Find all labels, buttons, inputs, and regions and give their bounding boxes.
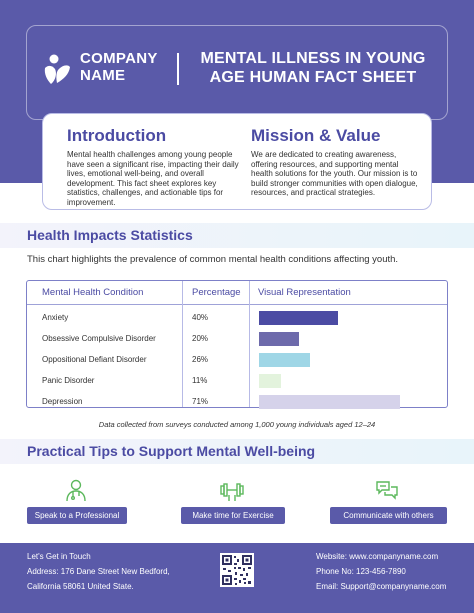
- document-title: [188, 49, 438, 87]
- condition-cell: Panic Disorder: [42, 376, 95, 385]
- tips-heading: Practical Tips to Support Mental Well-being: [27, 443, 316, 459]
- company-logo-icon: [42, 52, 72, 86]
- column-header-condition: Mental Health Condition: [42, 287, 144, 298]
- mission-heading: Mission & Value: [251, 126, 381, 145]
- speak-to-professional-button[interactable]: Speak to a Professional: [27, 507, 127, 524]
- communicate-with-others-button[interactable]: Communicate with others: [330, 507, 447, 524]
- stats-heading: Health Impacts Statistics: [27, 227, 193, 243]
- footer-contact: [27, 549, 170, 594]
- stats-caption: Data collected from surveys conducted among 1,000 young individuals aged 12–24: [98, 420, 376, 429]
- percentage-cell: 26%: [192, 355, 209, 364]
- table-row: [27, 350, 447, 371]
- percentage-bar: [259, 353, 310, 367]
- table-row: [27, 371, 447, 392]
- company-name-line2: NAME: [80, 67, 126, 84]
- phone-number[interactable]: Phone No: 123-456-7890: [316, 567, 406, 576]
- make-time-for-exercise-button[interactable]: Make time for Exercise: [181, 507, 285, 524]
- table-header: [27, 281, 447, 305]
- email-link[interactable]: Email: Support@companyname.com: [316, 582, 447, 591]
- percentage-bar: [259, 374, 281, 388]
- condition-cell: Obsessive Compulsive Disorder: [42, 334, 156, 343]
- introduction-heading: Introduction: [67, 126, 167, 145]
- document-title-line2: AGE HUMAN FACT SHEET: [209, 69, 417, 86]
- stats-description: This chart highlights the prevalence of common mental health conditions affecting youth.: [27, 254, 399, 265]
- table-row: [27, 392, 447, 413]
- column-header-percentage: Percentage: [192, 287, 241, 298]
- company-name: [80, 50, 158, 84]
- header-divider: [177, 53, 179, 85]
- percentage-bar: [259, 395, 400, 409]
- condition-cell: Depression: [42, 397, 83, 406]
- percentage-cell: 11%: [192, 376, 208, 385]
- percentage-bar: [259, 332, 299, 346]
- qr-code: [220, 553, 254, 587]
- table-row: [27, 308, 447, 329]
- table-row: [27, 329, 447, 350]
- document-title-line1: MENTAL ILLNESS IN YOUNG: [200, 50, 426, 67]
- percentage-cell: 71%: [192, 397, 209, 406]
- percentage-cell: 20%: [192, 334, 209, 343]
- contact-heading: Let's Get in Touch: [27, 552, 91, 561]
- column-header-visual: Visual Representation: [258, 287, 351, 298]
- company-name-line1: COMPANY: [80, 50, 158, 67]
- stats-table: [26, 280, 448, 408]
- footer-links: [316, 549, 446, 594]
- percentage-bar: [259, 311, 338, 325]
- address-line1: Address: 176 Dane Street New Bedford,: [27, 567, 170, 576]
- condition-cell: Anxiety: [42, 313, 69, 322]
- condition-cell: Oppositional Defiant Disorder: [42, 355, 147, 364]
- chat-bubbles-icon: [374, 477, 400, 503]
- mission-text: We are dedicated to creating awareness, offering resources, and supporting mental health solutions for the youth. Our mission is to build stronger communities with open dialogue, resources, and practical strategies.: [251, 150, 418, 197]
- percentage-cell: 40%: [192, 313, 209, 322]
- website-link[interactable]: Website: www.companyname.com: [316, 552, 439, 561]
- dumbbell-icon: [219, 477, 245, 503]
- doctor-icon: [63, 477, 89, 503]
- address-line2: California 58061 United State.: [27, 582, 134, 591]
- introduction-text: Mental health challenges among young people have seen a significant rise, impacting their daily lives, emotional well-being, and overall development. This fact sheet explores key statistics, challenges, and actionable tips for improvement.: [67, 150, 239, 207]
